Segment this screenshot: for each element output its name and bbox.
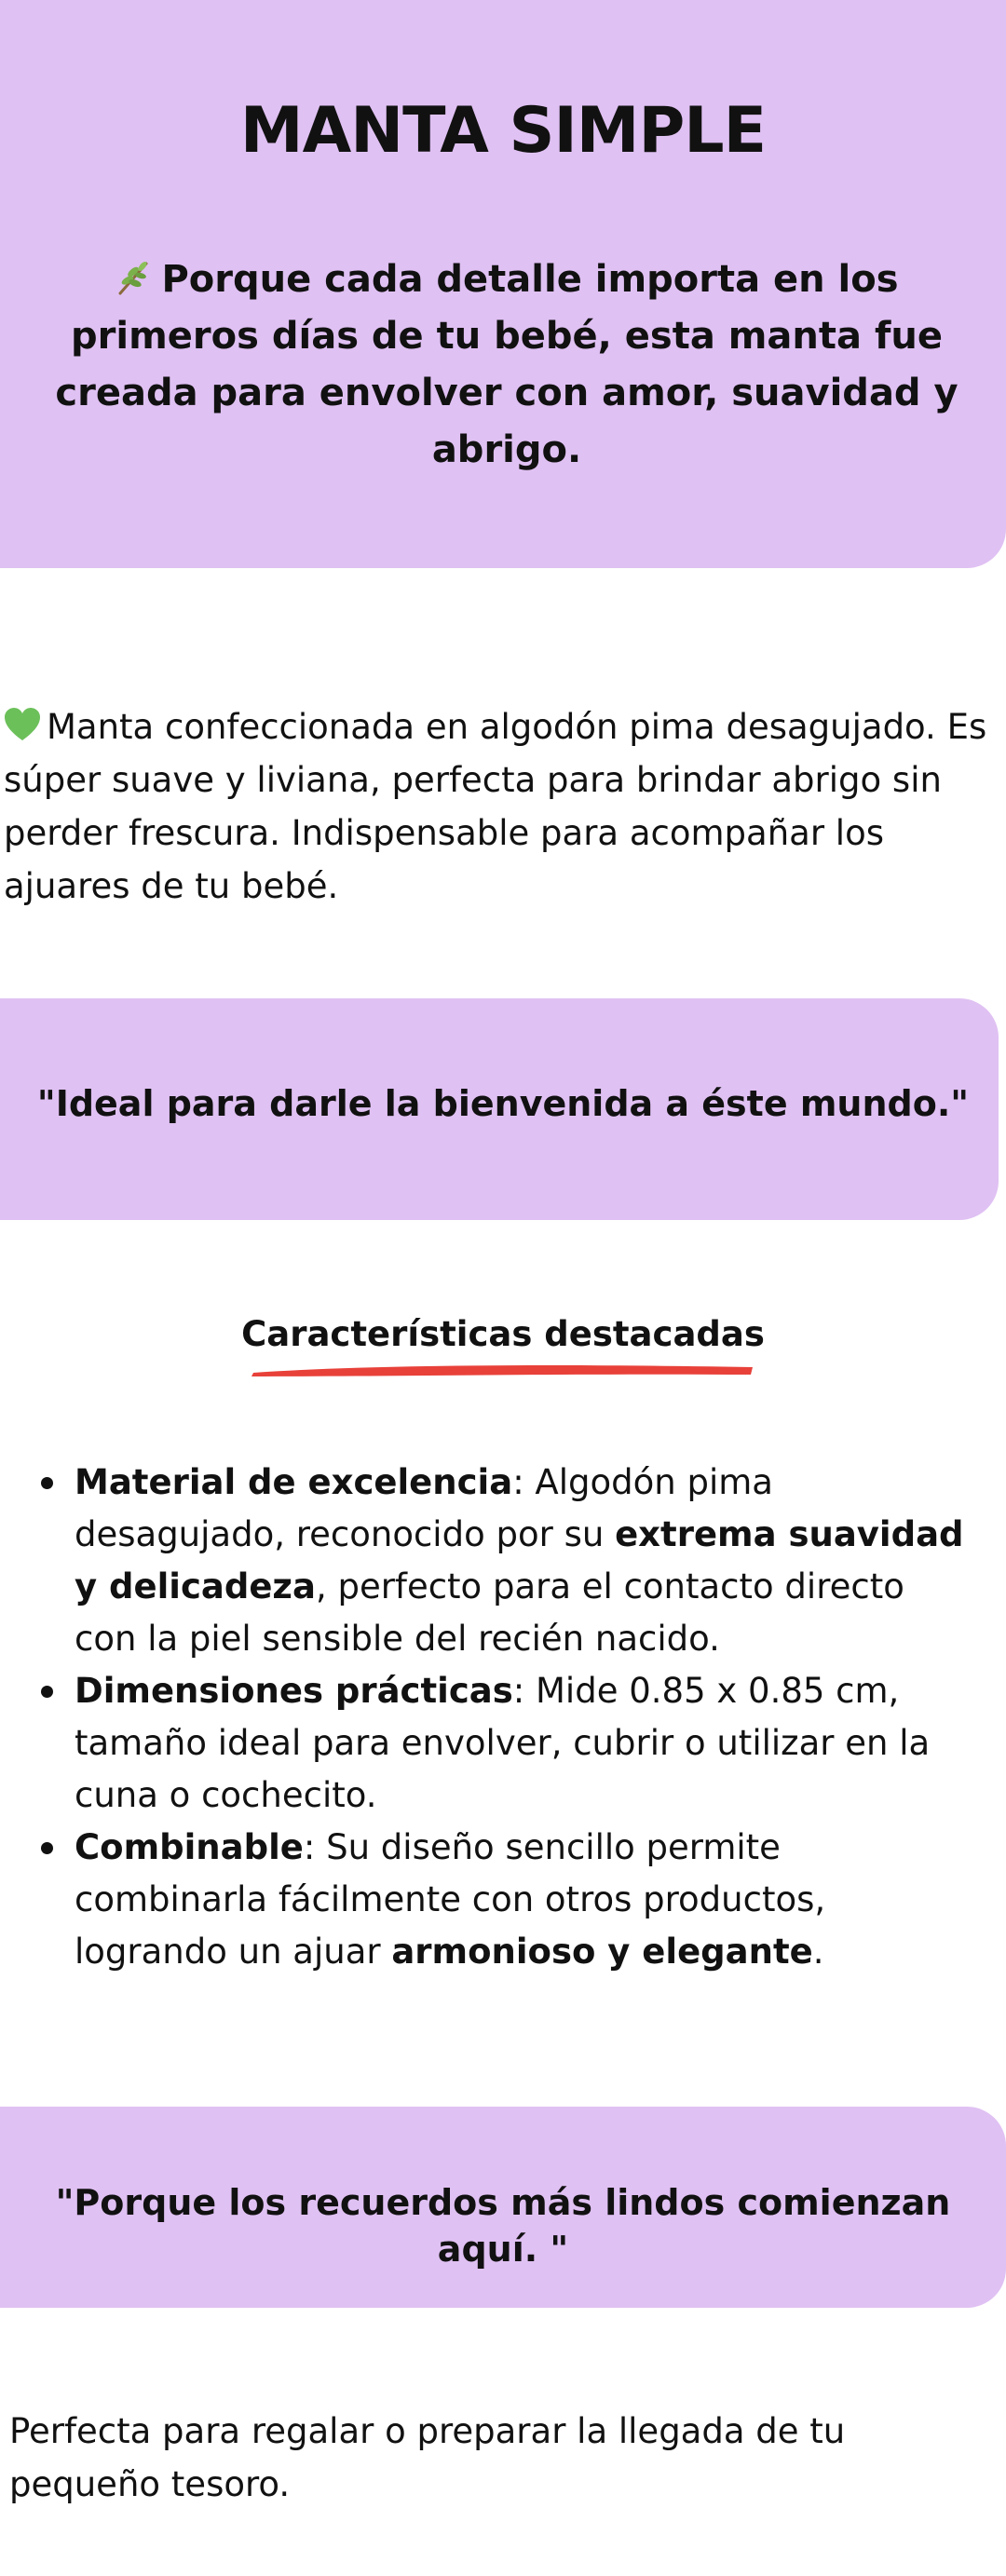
feature-text: . xyxy=(812,1932,824,1972)
hero-subtitle xyxy=(22,251,991,479)
feature-text: : Algodón pima desagujado, reconocido por su xyxy=(75,1462,773,1554)
outro-paragraph: Perfecta para regalar o preparar la llegada de tu pequeño tesoro. xyxy=(9,2411,846,2504)
feature-emphasis: extrema suavidad y delicadeza xyxy=(75,1514,964,1607)
quote-2-text: "Porque los recuerdos más lindos comienzan aquí. " xyxy=(55,2182,951,2270)
quote-1-text: "Ideal para darle la bienvenida a éste mundo." xyxy=(36,1083,970,1124)
intro-paragraph xyxy=(4,700,991,913)
feature-text: : Su diseño sencillo permite combinarla fácilmente con otros productos, logrando un ajuar xyxy=(75,1827,826,1972)
features-list xyxy=(75,1457,969,1978)
features-heading: Características destacadas xyxy=(241,1314,765,1354)
page-title: MANTA SIMPLE xyxy=(239,94,767,168)
intro-text: Manta confeccionada en algodón pima desagujado. Es súper suave y liviana, perfecta para brindar abrigo sin perder frescura. Indispensable para acompañar los ajuares de tu bebé. xyxy=(4,707,987,906)
hero-subtitle-text: Porque cada detalle importa en los primeros días de tu bebé, esta manta fue creada para envolver con amor, suavidad y abrigo. xyxy=(55,258,958,471)
heading-underline xyxy=(250,1362,756,1378)
feature-text: , perfecto para el contacto directo con la piel sensible del recién nacido. xyxy=(75,1566,904,1659)
feature-item xyxy=(75,1457,969,1665)
green-heart-icon xyxy=(4,707,41,742)
olive-branch-icon xyxy=(115,258,154,297)
feature-title: Combinable xyxy=(75,1827,304,1867)
feature-title: Dimensiones prácticas xyxy=(75,1671,513,1711)
feature-emphasis: armonioso y elegante xyxy=(391,1932,813,1972)
feature-text: : Mide 0.85 x 0.85 cm, tamaño ideal para envolver, cubrir o utilizar en la cuna o cochecito. xyxy=(75,1671,931,1815)
feature-title: Material de excelencia xyxy=(75,1462,513,1502)
feature-item xyxy=(75,1665,969,1822)
feature-item xyxy=(75,1822,969,1978)
